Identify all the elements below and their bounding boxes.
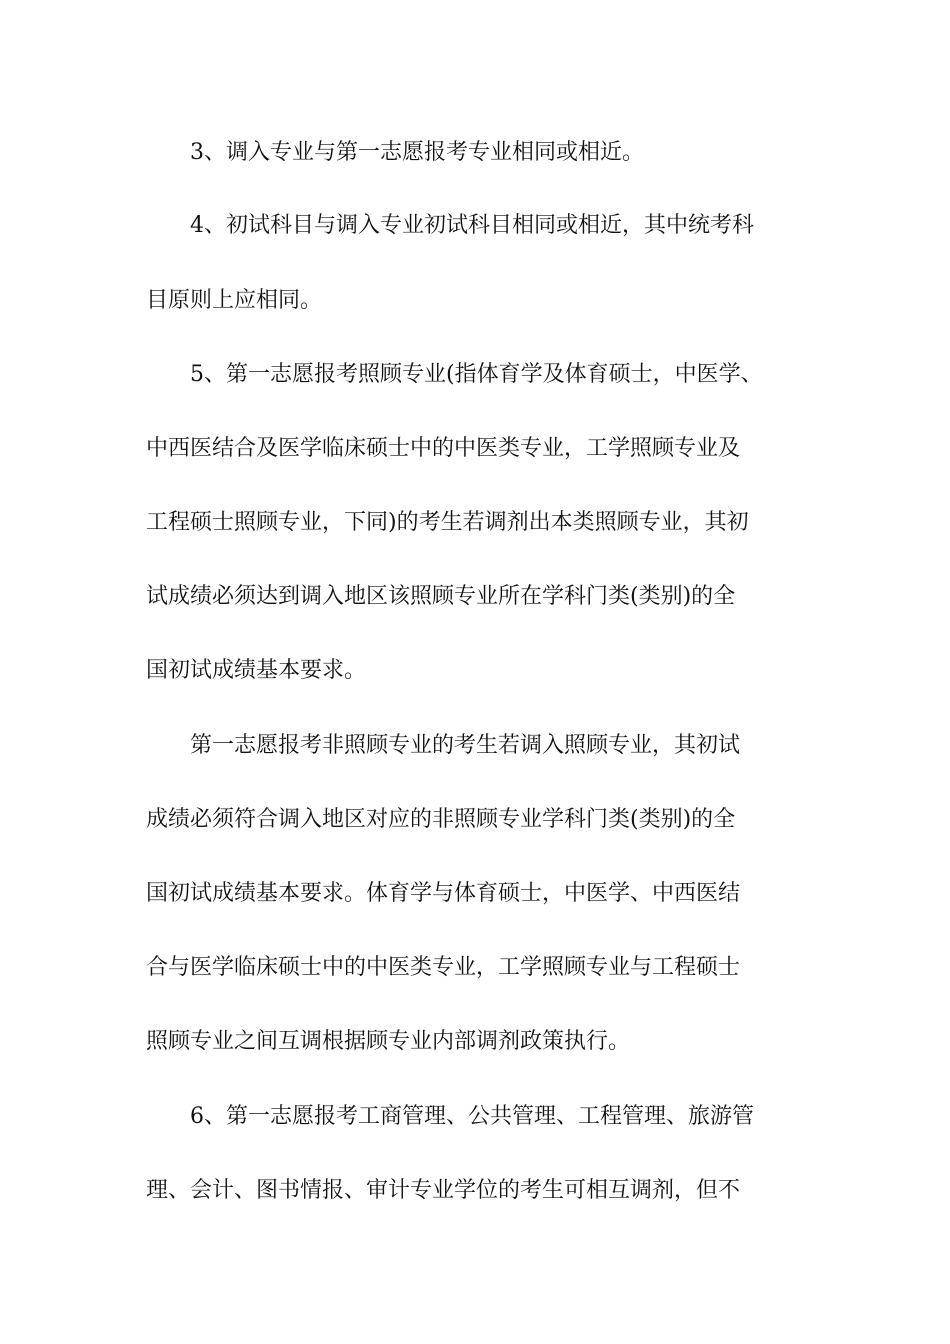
paragraph-5-line-4: 试成绩必须达到调入地区该照顾专业所在学科门类(类别)的全	[146, 584, 736, 609]
paragraph-5-line-1: 5、第一志愿报考照顾专业(指体育学及体育硕士，中医学、	[190, 362, 763, 387]
paragraph-5-line-5: 国初试成绩基本要求。	[146, 658, 367, 683]
paragraph-5-line-2: 中西医结合及医学临床硕士中的中医类专业，工学照顾专业及	[146, 436, 741, 461]
paragraph-non-care-line-4: 合与医学临床硕士中的中医类专业，工学照顾专业与工程硕士	[146, 955, 741, 980]
paragraph-6-line-2: 理、会计、图书情报、审计专业学位的考生可相互调剂，但不	[146, 1178, 741, 1203]
paragraph-non-care-line-1: 第一志愿报考非照顾专业的考生若调入照顾专业，其初试	[190, 733, 741, 758]
paragraph-4-line-1: 4、初试科目与调入专业初试科目相同或相近，其中统考科	[190, 213, 754, 238]
paragraph-6-line-1: 6、第一志愿报考工商管理、公共管理、工程管理、旅游管	[190, 1104, 754, 1129]
paragraph-4-line-2: 目原则上应相同。	[146, 288, 323, 313]
paragraph-non-care-line-5: 照顾专业之间互调根据顾专业内部调剂政策执行。	[146, 1029, 631, 1054]
paragraph-3-line-1: 3、调入专业与第一志愿报考专业相同或相近。	[190, 140, 644, 165]
paragraph-non-care-line-3: 国初试成绩基本要求。体育学与体育硕士，中医学、中西医结	[146, 881, 741, 906]
paragraph-5-line-3: 工程硕士照顾专业，下同)的考生若调剂出本类照顾专业，其初	[146, 510, 749, 535]
paragraph-non-care-line-2: 成绩必须符合调入地区对应的非照顾专业学科门类(类别)的全	[146, 807, 736, 832]
